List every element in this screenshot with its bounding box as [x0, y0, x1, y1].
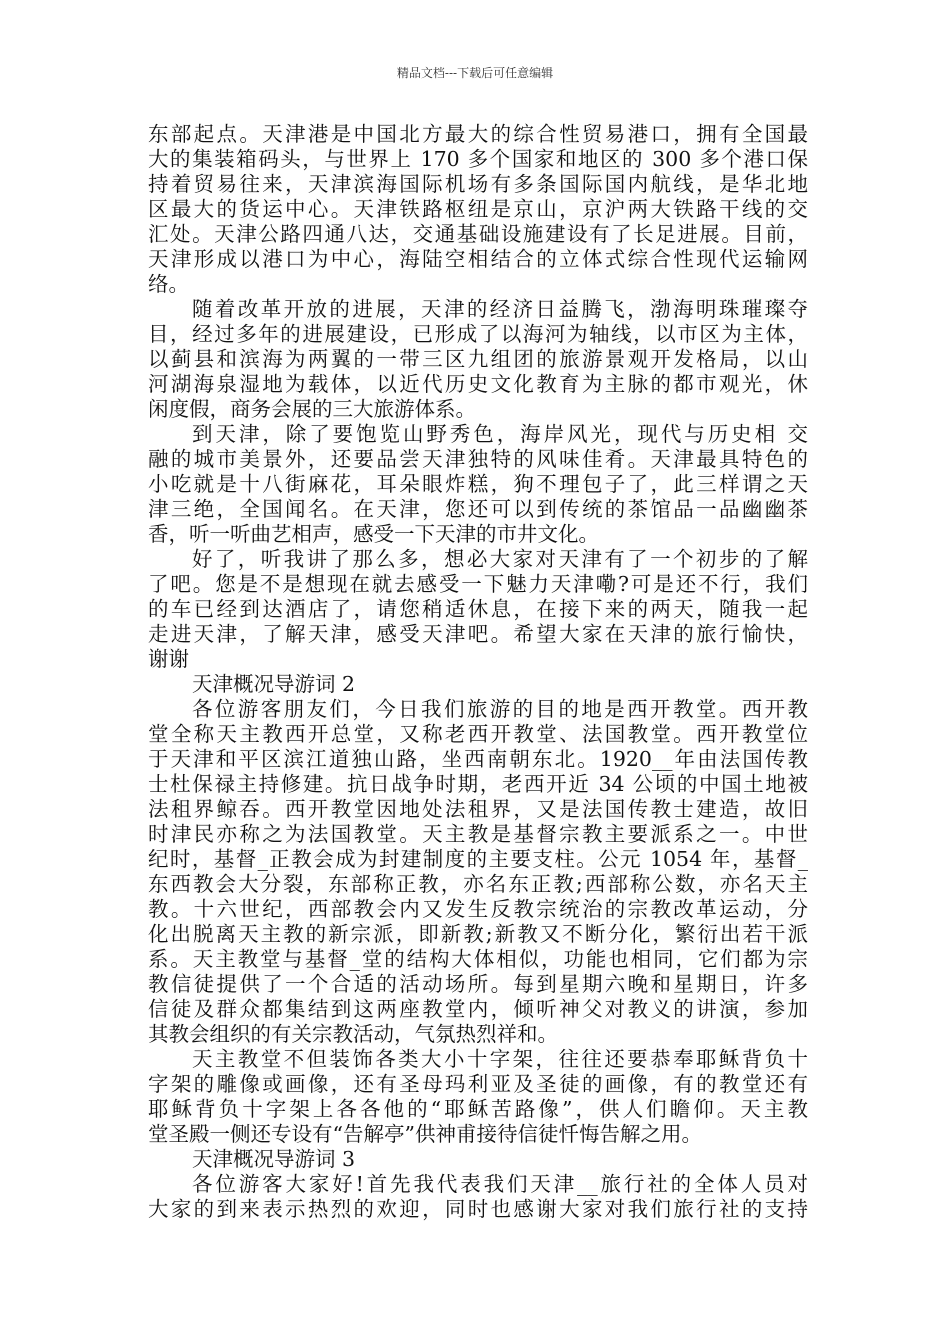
text-line: 走进天津，了解天津，感受天津吧。希望大家在天津的旅行愉快，: [148, 622, 808, 646]
text-line: 于天津和平区滨江道独山路，坐西南朝东北。1920__年由法国传教: [148, 747, 808, 771]
text-line: 目，经过多年的进展建设，已形成了以海河为轴线，以市区为主体，: [148, 322, 808, 346]
document-body: [148, 122, 808, 1222]
text-line: 大家的到来表示热烈的欢迎，同时也感谢大家对我们旅行社的支持: [148, 1197, 808, 1221]
text-line: 教。十六世纪，西部教会内又发生反教宗统治的宗教改革运动，分: [148, 897, 808, 921]
text-line: 东西教会大分裂，东部称正教，亦名东正教;西部称公数，亦名天主: [148, 872, 808, 896]
text-line: 法租界鲸吞。西开教堂因地处法租界，又是法国传教士建造，故旧: [148, 797, 808, 821]
text-line: 汇处。天津公路四通八达，交通基础设施建设有了长足进展。目前，: [148, 222, 808, 246]
section-heading: 天津概况导游词 2: [192, 672, 356, 696]
text-line: 好了，听我讲了那么多，想必大家对天津有了一个初步的了解: [192, 547, 808, 571]
text-line: 时津民亦称之为法国教堂。天主教是基督宗教主要派系之一。中世: [148, 822, 808, 846]
text-line: 以蓟县和滨海为两翼的一带三区九组团的旅游景观开发格局，以山: [148, 347, 808, 371]
text-line: 东部起点。天津港是中国北方最大的综合性贸易港口，拥有全国最: [148, 122, 808, 146]
text-line: 教信徒提供了一个合适的活动场所。每到星期六晚和星期日，许多: [148, 972, 808, 996]
text-line: 小吃就是十八街麻花，耳朵眼炸糕，狗不理包子了，此三样谓之天: [148, 472, 808, 496]
text-line: 河湖海泉湿地为载体，以近代历史文化教育为主脉的都市观光，休: [148, 372, 808, 396]
text-line: 到天津，除了要饱览山野秀色，海岸风光，现代与历史相 交: [192, 422, 808, 446]
text-line: 天主教堂不但装饰各类大小十字架，往往还要恭奉耶稣背负十: [192, 1047, 808, 1071]
text-line: 天津形成以港口为中心，海陆空相结合的立体式综合性现代运输网: [148, 247, 808, 271]
text-line: 其教会组织的有关宗教活动，气氛热烈祥和。: [148, 1022, 558, 1046]
text-line: 的车已经到达酒店了，请您稍适休息，在接下来的两天，随我一起: [148, 597, 808, 621]
text-line: 了吧。您是不是想现在就去感受一下魅力天津嘞?可是还不行，我们: [148, 572, 808, 596]
text-line: 各位游客大家好!首先我代表我们天津__旅行社的全体人员对: [192, 1172, 808, 1196]
text-line: 士杜保禄主持修建。抗日战争时期，老西开近 34 公顷的中国土地被: [148, 772, 808, 796]
text-line: 纪时，基督_正教会成为封建制度的主要支柱。公元 1054 年，基督_: [148, 847, 808, 871]
text-line: 堂全称天主教西开总堂，又称老西开教堂、法国教堂。西开教堂位: [148, 722, 808, 746]
text-line: 香，听一听曲艺相声，感受一下天津的市井文化。: [148, 522, 599, 546]
text-line: 闲度假，商务会展的三大旅游体系。: [148, 397, 476, 421]
text-line: 络。: [148, 272, 189, 296]
text-line: 各位游客朋友们，今日我们旅游的目的地是西开教堂。西开教: [192, 697, 808, 721]
text-line: 信徒及群众都集结到这两座教堂内，倾听神父对教义的讲演，参加: [148, 997, 808, 1021]
text-line: 大的集装箱码头，与世界上 170 多个国家和地区的 300 多个港口保: [148, 147, 808, 171]
text-line: 系。天主教堂与基督_堂的结构大体相似，功能也相同，它们都为宗: [148, 947, 808, 971]
text-line: 字架的雕像或画像，还有圣母玛利亚及圣徒的画像，有的教堂还有: [148, 1072, 808, 1096]
text-line: 持着贸易往来，天津滨海国际机场有多条国际国内航线，是华北地: [148, 172, 808, 196]
text-line: 融的城市美景外，还要品尝天津独特的风味佳肴。天津最具特色的: [148, 447, 808, 471]
section-heading: 天津概况导游词 3: [192, 1147, 356, 1171]
text-line: 化出脱离天主教的新宗派，即新教;新教又不断分化，繁衍出若干派: [148, 922, 808, 946]
text-line: 随着改革开放的进展，天津的经济日益腾飞，渤海明珠璀璨夺: [192, 297, 808, 321]
page-header: 精品文档---下载后可任意编辑: [396, 66, 554, 80]
text-line: 区最大的货运中心。天津铁路枢纽是京山，京沪两大铁路干线的交: [148, 197, 808, 221]
text-line: 堂圣殿一侧还专设有“告解亭”供神甫接待信徒忏悔告解之用。: [148, 1122, 702, 1146]
text-line: 耶稣背负十字架上各各他的“耶稣苦路像”，供人们瞻仰。天主教: [148, 1097, 808, 1121]
text-line: 津三绝，全国闻名。在天津，您还可以到传统的茶馆品一品幽幽茶: [148, 497, 808, 521]
text-line: 谢谢: [148, 647, 189, 671]
